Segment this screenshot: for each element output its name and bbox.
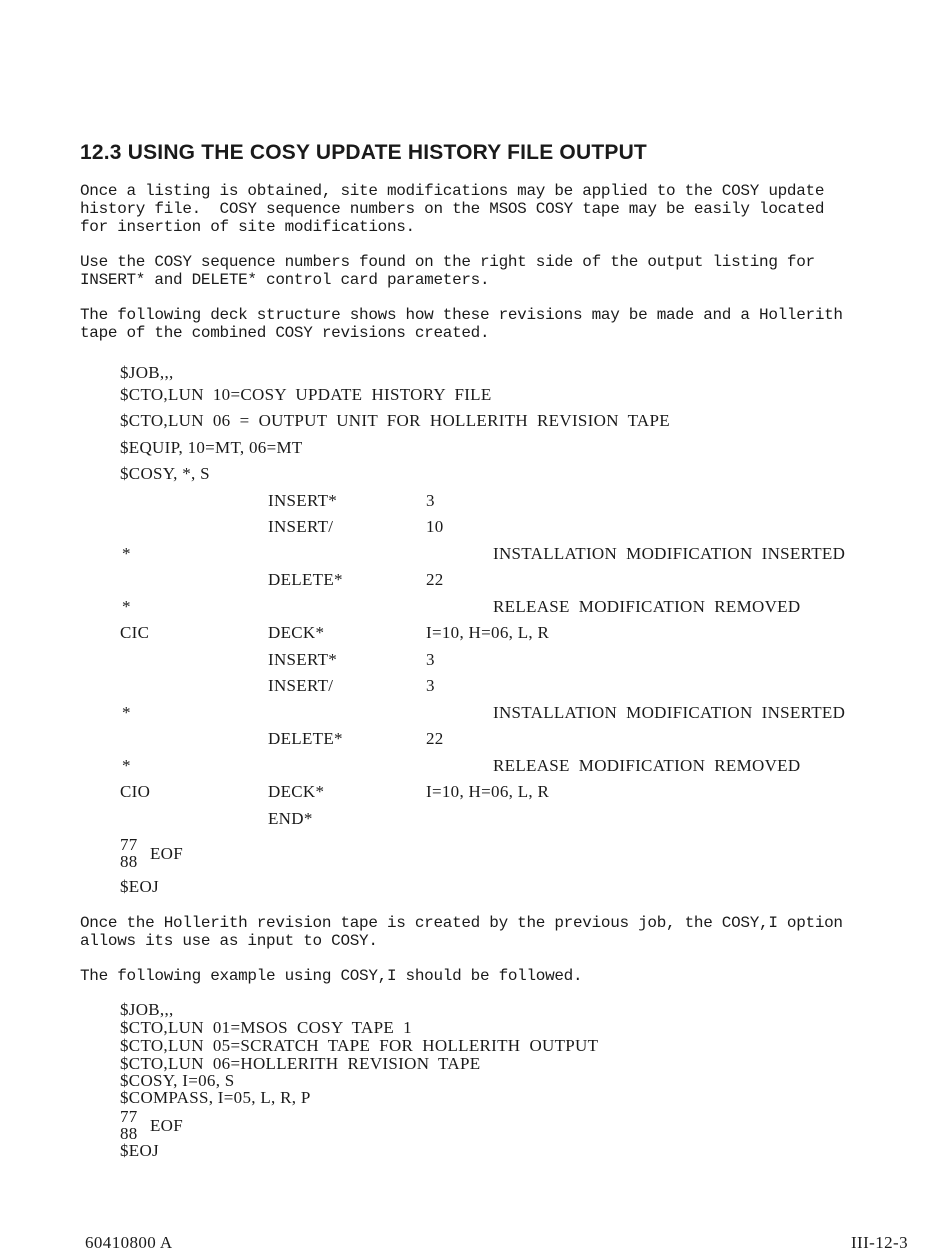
deck-col-4: RELEASE MODIFICATION REMOVED <box>493 597 801 616</box>
example-intro-paragraph: The following example using COSY,I should be followed. <box>80 967 583 985</box>
example-card: $COSY, I=06, S <box>120 1071 235 1090</box>
deck-col-1: CIC <box>120 623 150 642</box>
deck-col-3: 22 <box>426 729 444 748</box>
example-card: $COMPASS, I=05, L, R, P <box>120 1088 311 1107</box>
deck-col-1: * <box>122 703 131 722</box>
deck-col-2: INSERT/ <box>268 676 334 695</box>
deck-col-1: * <box>122 597 131 616</box>
eof-row-88: 88 <box>120 852 138 871</box>
usage-paragraph: Use the COSY sequence numbers found on the right side of the output listing for INSERT* and DELETE* control card parameters. <box>80 253 815 289</box>
deck-intro-paragraph: The following deck structure shows how these revisions may be made and a Hollerith tape of the combined COSY revisions created. <box>80 306 843 342</box>
deck-col-1: $EQUIP, 10=MT, 06=MT <box>120 438 303 457</box>
example-card: $JOB,,, <box>120 1000 174 1019</box>
deck-col-1: * <box>122 544 131 563</box>
deck-col-2: DELETE* <box>268 570 343 589</box>
example-card: $CTO,LUN 05=SCRATCH TAPE FOR HOLLERITH OUTPUT <box>120 1036 599 1055</box>
deck-eof-card <box>120 835 184 871</box>
deck-col-2: END* <box>268 809 313 828</box>
deck-col-3: 10 <box>426 517 444 536</box>
deck-col-2: INSERT/ <box>268 517 334 536</box>
eof-label: EOF <box>150 1116 184 1135</box>
deck-col-3: 22 <box>426 570 444 589</box>
deck-col-2: INSERT* <box>268 491 338 510</box>
example-eof-card <box>120 1107 184 1143</box>
example-end-card: $EOJ <box>120 1141 159 1160</box>
eof-row-77: 77 <box>120 1107 138 1126</box>
section-heading: 12.3 USING THE COSY UPDATE HISTORY FILE OUTPUT <box>80 141 647 164</box>
example-card: $CTO,LUN 06=HOLLERITH REVISION TAPE <box>120 1054 481 1073</box>
deck-col-3: 3 <box>426 491 435 510</box>
eof-label: EOF <box>150 844 184 863</box>
deck-col-1: CIO <box>120 782 151 801</box>
cosy-i-paragraph: Once the Hollerith revision tape is created by the previous job, the COSY,I option allows its use as input to COSY. <box>80 914 843 950</box>
deck-col-2: DELETE* <box>268 729 343 748</box>
intro-paragraph: Once a listing is obtained, site modifications may be applied to the COSY update history file. COSY sequence numbers on the MSOS COSY tape may be easily located for insertion of site modifications. <box>80 182 825 236</box>
deck-col-3: I=10, H=06, L, R <box>426 782 550 801</box>
deck-col-3: I=10, H=06, L, R <box>426 623 550 642</box>
deck-col-4: RELEASE MODIFICATION REMOVED <box>493 756 801 775</box>
deck-col-1: $CTO,LUN 06 = OUTPUT UNIT FOR HOLLERITH REVISION TAPE <box>120 411 670 430</box>
eof-row-88: 88 <box>120 1124 138 1143</box>
deck-col-1: $CTO,LUN 10=COSY UPDATE HISTORY FILE <box>120 385 492 404</box>
deck-col-2: DECK* <box>268 623 325 642</box>
deck-col-4: INSTALLATION MODIFICATION INSERTED <box>493 703 846 722</box>
document-number: 60410800 A <box>85 1233 173 1252</box>
deck-end-card: $EOJ <box>120 877 159 896</box>
deck-col-4: INSTALLATION MODIFICATION INSERTED <box>493 544 846 563</box>
deck-col-3: 3 <box>426 650 435 669</box>
deck-col-2: INSERT* <box>268 650 338 669</box>
deck-col-3: 3 <box>426 676 435 695</box>
example-card: $CTO,LUN 01=MSOS COSY TAPE 1 <box>120 1018 412 1037</box>
deck-col-1: * <box>122 756 131 775</box>
deck-col-2: DECK* <box>268 782 325 801</box>
page-number: III-12-3 <box>850 1233 908 1252</box>
eof-row-77: 77 <box>120 835 138 854</box>
deck-col-1: $COSY, *, S <box>120 464 210 483</box>
deck-col-1: $JOB,,, <box>120 363 174 382</box>
